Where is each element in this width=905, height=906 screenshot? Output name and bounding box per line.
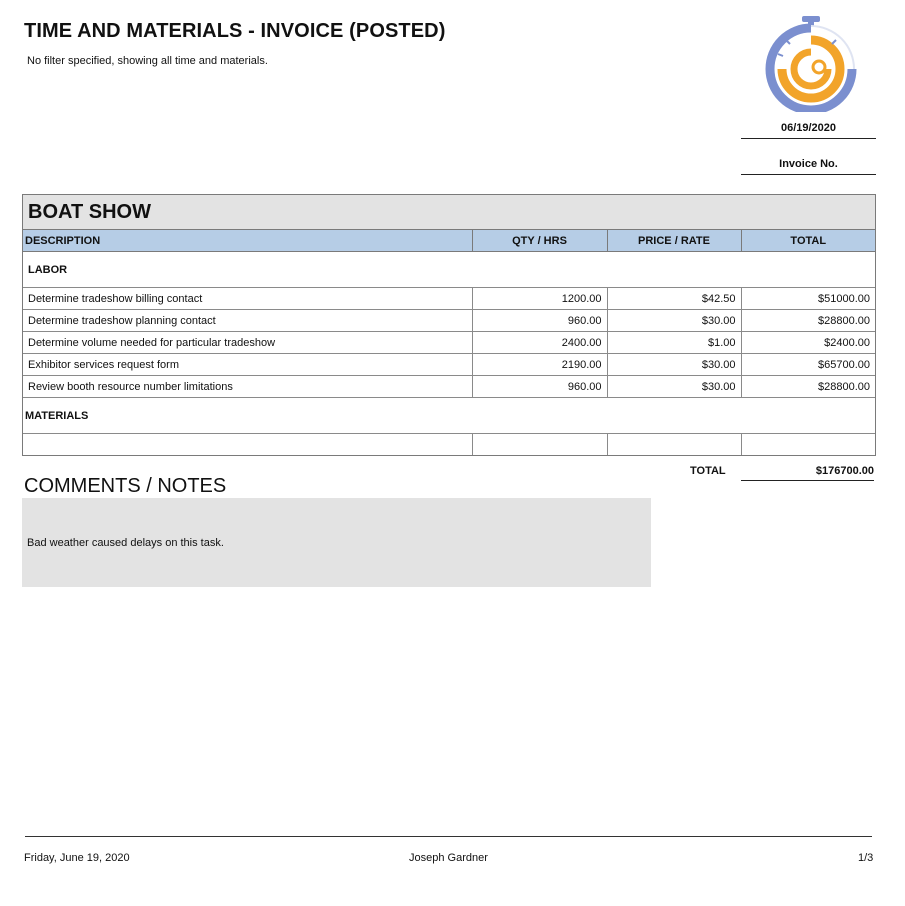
- row-qty: 960.00: [472, 310, 607, 332]
- row-description: Exhibitor services request form: [23, 354, 472, 376]
- table-row: [23, 310, 875, 332]
- filter-note: No filter specified, showing all time and materials.: [27, 55, 268, 67]
- col-description: DESCRIPTION: [23, 230, 472, 252]
- row-qty: 960.00: [472, 376, 607, 398]
- report-title: TIME AND MATERIALS - INVOICE (POSTED): [24, 20, 446, 42]
- row-total: $2400.00: [741, 332, 875, 354]
- row-rate: $30.00: [607, 354, 741, 376]
- row-rate: $30.00: [607, 310, 741, 332]
- row-qty: 2190.00: [472, 354, 607, 376]
- col-total: TOTAL: [741, 230, 875, 252]
- row-description: [23, 434, 472, 456]
- notes-box: [22, 498, 651, 587]
- materials-label: MATERIALS: [23, 398, 875, 434]
- col-qty: QTY / HRS: [472, 230, 607, 252]
- footer-divider: [25, 836, 872, 837]
- notes-heading: COMMENTS / NOTES: [24, 475, 227, 497]
- row-rate: $1.00: [607, 332, 741, 354]
- row-description: Review booth resource number limitations: [23, 376, 472, 398]
- row-total: $65700.00: [741, 354, 875, 376]
- footer-author: Joseph Gardner: [409, 852, 488, 864]
- col-rate: PRICE / RATE: [607, 230, 741, 252]
- footer-date: Friday, June 19, 2020: [24, 852, 130, 864]
- row-rate: [607, 434, 741, 456]
- row-qty: 1200.00: [472, 288, 607, 310]
- footer-page-number: 1/3: [858, 852, 874, 864]
- invoice-number-label: Invoice No.: [741, 158, 876, 175]
- row-total: $28800.00: [741, 376, 875, 398]
- project-name: BOAT SHOW: [23, 195, 875, 230]
- row-description: Determine volume needed for particular tradeshow: [23, 332, 472, 354]
- row-total: $51000.00: [741, 288, 875, 310]
- row-rate: $30.00: [607, 376, 741, 398]
- row-rate: $42.50: [607, 288, 741, 310]
- labor-section-row: [23, 252, 875, 288]
- grand-total-value: $176700.00: [741, 465, 874, 481]
- labor-label: LABOR: [28, 263, 68, 276]
- row-total: $28800.00: [741, 310, 875, 332]
- notes-text: Bad weather caused delays on this task.: [27, 537, 224, 549]
- row-total: [741, 434, 875, 456]
- table-header-row: [23, 230, 875, 252]
- table-row: [23, 376, 875, 398]
- row-qty: [472, 434, 607, 456]
- row-qty: 2400.00: [472, 332, 607, 354]
- row-description: Determine tradeshow billing contact: [23, 288, 472, 310]
- materials-section-row: [23, 398, 875, 434]
- table-row-empty: [23, 434, 875, 456]
- invoice-date: 06/19/2020: [741, 122, 876, 139]
- grand-total-label: TOTAL: [690, 465, 726, 477]
- invoice-table-container: [22, 194, 876, 456]
- table-row: [23, 332, 875, 354]
- table-row: [23, 288, 875, 310]
- table-row: [23, 354, 875, 376]
- row-description: Determine tradeshow planning contact: [23, 310, 472, 332]
- stopwatch-logo-icon: [764, 14, 858, 112]
- invoice-table: [23, 230, 875, 455]
